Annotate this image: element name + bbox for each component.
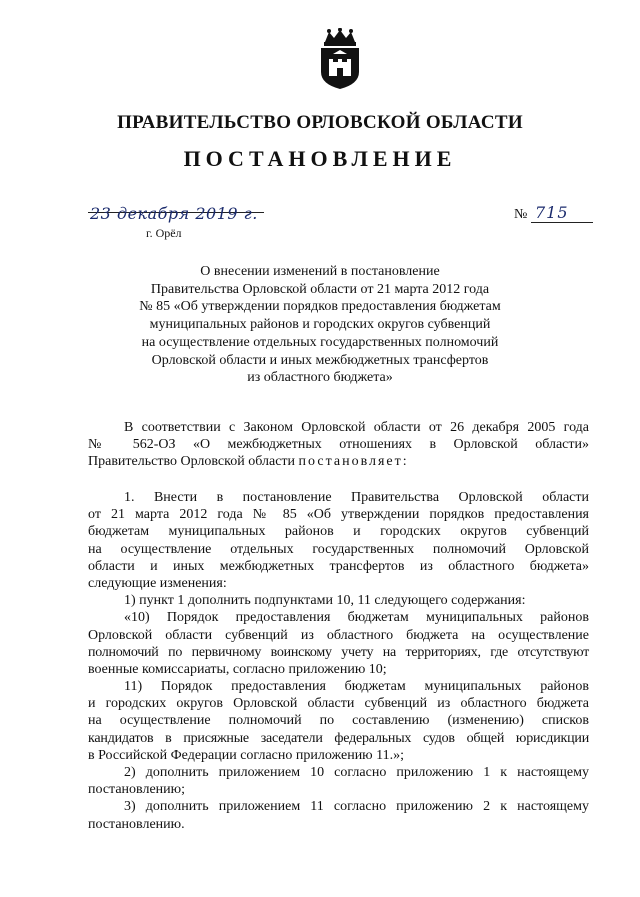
- preamble-line: [88, 453, 589, 470]
- body-line: полномочий по первичному воинскому учету на территориях, где отсутствуют: [88, 644, 589, 660]
- body-line: постановлению;: [88, 782, 186, 798]
- body-line: кандидатов в присяжные заседатели федеральных судов общей юрисдикции: [88, 730, 589, 746]
- subject-line: муниципальных районов и городских округов субвенций: [149, 317, 491, 333]
- body-line: следующие изменения:: [88, 575, 227, 591]
- body-line: на осуществление отдельных государственных полномочий Орловской: [88, 541, 589, 557]
- body-line: 1) пункт 1 дополнить подпунктами 10, 11 следующего содержания:: [124, 593, 526, 609]
- body-line: и городских округов Орловской области субвенций из областного бюджета: [88, 696, 589, 712]
- subject-line: из областного бюджета»: [247, 370, 393, 386]
- number-underline: [531, 222, 593, 223]
- body-line: 11) Порядок предоставления бюджетам муниципальных районов: [124, 679, 589, 695]
- subject-line: Орловской области и иных межбюджетных трансфертов: [151, 352, 489, 368]
- preamble-text: Правительство Орловской области: [88, 454, 299, 470]
- body-line: военные комиссариаты, согласно приложению 10;: [88, 661, 387, 677]
- place-of-issue: г. Орёл: [146, 226, 182, 240]
- number-label: №: [514, 207, 528, 222]
- preamble-line: В соответствии с Законом Орловской области от 26 декабря 2005 года: [124, 420, 589, 435]
- subject-line: на осуществление отдельных государственных полномочий: [141, 334, 499, 350]
- body-line: постановлению.: [88, 816, 185, 832]
- document-type-title: ПОСТАНОВЛЕНИЕ: [183, 146, 457, 171]
- subject-line: О внесении изменений в постановление: [200, 264, 440, 279]
- body-line: 3) дополнить приложением 11 согласно приложению 2 к настоящему: [124, 799, 589, 815]
- body-line: Орловской области субвенций из областного бюджета на осуществление: [88, 627, 589, 643]
- preamble: [88, 419, 589, 471]
- body-line: в Российской Федерации согласно приложению 11.»;: [88, 747, 405, 763]
- handwritten-date: 23 декабря 2019 г.: [90, 204, 258, 223]
- organization-title: ПРАВИТЕЛЬСТВО ОРЛОВСКОЙ ОБЛАСТИ: [117, 112, 523, 133]
- coat-of-arms-icon: [317, 28, 363, 90]
- body-line: 2) дополнить приложением 10 согласно приложению 1 к настоящему: [124, 765, 589, 780]
- decree-keyword: постановляет:: [298, 454, 409, 470]
- subject-line: Правительства Орловской области от 21 марта 2012 года: [150, 281, 490, 297]
- handwritten-number: 715: [535, 203, 569, 222]
- document-subject: [100, 263, 540, 387]
- preamble-line: № 562-ОЗ «О межбюджетных отношениях в Орловской области»: [88, 437, 589, 453]
- body-line: от 21 марта 2012 года № 85 «Об утверждении порядков предоставления: [88, 507, 589, 523]
- body-line: бюджетам муниципальных районов и городских округов субвенций: [88, 524, 589, 540]
- body-line: на осуществление полномочий по составлению (изменению) списков: [88, 713, 589, 729]
- body-line: 1. Внести в постановление Правительства Орловской области: [124, 490, 589, 505]
- body-line: «10) Порядок предоставления бюджетам муниципальных районов: [124, 610, 589, 626]
- decree-body: [88, 489, 589, 833]
- subject-line: № 85 «Об утверждении порядков предоставления бюджетам: [139, 299, 501, 315]
- body-line: области и иных межбюджетных трансфертов из областного бюджета»: [88, 558, 589, 574]
